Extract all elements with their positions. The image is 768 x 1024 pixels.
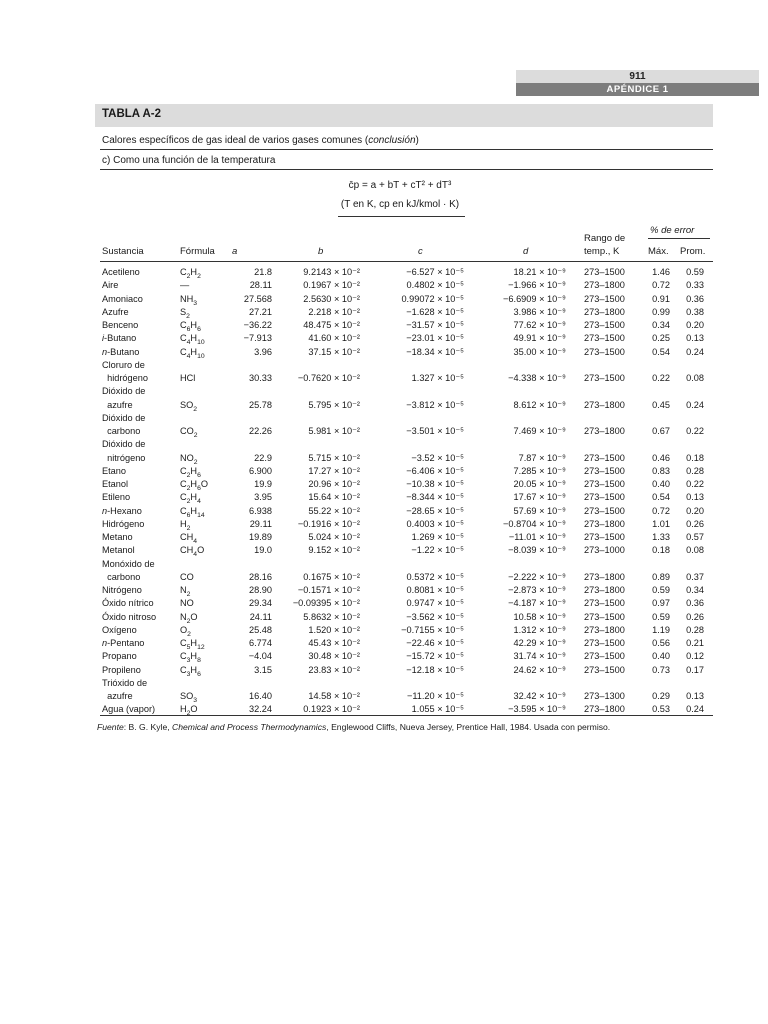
cell-rango: 273–1500	[584, 293, 625, 304]
cell-b: 9.2143 × 10⁻²	[303, 267, 360, 277]
cell-formula: $CH_4O$	[180, 545, 205, 559]
cell-c: −1.22 × 10⁻⁵	[411, 545, 464, 556]
cell-c: −12.18 × 10⁻⁵	[406, 664, 464, 675]
cell-rango: 273–1500	[584, 664, 625, 675]
cell-formula: $C_2H_6$	[180, 465, 201, 479]
cell-max: 0.56	[652, 638, 670, 648]
cell-a: 28.90	[249, 585, 272, 595]
cell-prom: 0.13	[686, 691, 704, 701]
cell-rango: 273–1800	[584, 280, 625, 291]
cell-c: 1.327 × 10⁻⁵	[411, 373, 464, 383]
cell-b: 55.22 × 10⁻²	[308, 505, 360, 516]
cell-a: −4.04	[248, 651, 272, 662]
cell-prom: 0.22	[686, 479, 704, 489]
cell-prom: 0.08	[686, 545, 704, 556]
cell-a: 22.9	[254, 452, 272, 463]
cell-c: −31.57 × 10⁻⁵	[406, 320, 464, 330]
cell-sustancia: Trióxido de	[102, 677, 148, 688]
cell-max: 0.72	[652, 280, 670, 291]
cell-a: 6.938	[249, 505, 272, 516]
cell-formula: $C_2H_6O$	[180, 479, 208, 492]
cell-max: 1.46	[652, 267, 670, 277]
cell-prom: 0.13	[686, 492, 704, 503]
cell-b: 37.15 × 10⁻²	[308, 346, 360, 357]
cell-formula: $C_3H_8$	[180, 651, 201, 665]
caption-end: )	[415, 135, 419, 146]
cell-c: 0.4003 × 10⁻⁵	[406, 518, 464, 529]
cell-a: 28.11	[249, 280, 272, 291]
cell-max: 0.45	[652, 399, 670, 410]
cell-rango: 273–1500	[584, 346, 625, 357]
cell-b: −0.7620 × 10⁻²	[297, 373, 360, 383]
cell-rango: 273–1500	[584, 492, 625, 503]
equation: c̄p = a + bT + cT² + dT³	[348, 180, 452, 191]
cell-sustancia: Monóxido de	[102, 558, 155, 569]
cell-formula: $C_4H_{10}$	[180, 346, 205, 360]
cell-a: 19.89	[249, 532, 272, 542]
cell-rango: 273–1500	[584, 611, 625, 622]
header-rango-2: temp., K	[584, 246, 620, 257]
cell-d: −2.222 × 10⁻⁹	[508, 571, 566, 582]
cell-rango: 273–1500	[584, 505, 625, 516]
cell-b: 0.1967 × 10⁻²	[303, 280, 360, 291]
cell-prom: 0.18	[686, 452, 704, 463]
footnote-text-before: : B. G. Kyle,	[123, 722, 173, 732]
cell-c: −6.406 × 10⁻⁵	[406, 465, 464, 476]
cell-prom: 0.17	[686, 664, 704, 675]
cell-max: 0.40	[652, 479, 670, 489]
cell-formula: —	[180, 280, 190, 291]
cell-a: 19.9	[254, 479, 272, 489]
cell-formula: $C_4H_{10}$	[180, 333, 205, 347]
cell-rango: 273–1300	[584, 691, 625, 701]
cell-d: 17.67 × 10⁻⁹	[513, 492, 566, 503]
cell-sustancia: Etanol	[102, 479, 129, 489]
cell-b: 45.43 × 10⁻²	[308, 638, 360, 648]
cell-rango: 273–1800	[584, 704, 625, 715]
cell-d: −0.8704 × 10⁻⁹	[503, 518, 566, 529]
cell-b: 5.715 × 10⁻²	[308, 452, 360, 463]
cell-formula: $O_2$	[180, 624, 191, 638]
header-b: b	[318, 246, 324, 257]
cell-d: −4.187 × 10⁻⁹	[508, 598, 566, 609]
cell-max: 0.40	[652, 651, 670, 662]
cell-c: −3.501 × 10⁻⁵	[406, 426, 464, 436]
cell-sustancia: Propano	[102, 651, 137, 662]
cell-sustancia: Agua (vapor)	[102, 704, 156, 715]
header-error: % de error	[650, 225, 695, 236]
cell-a: 29.34	[249, 598, 272, 609]
cell-sustancia: Óxido nitroso	[102, 611, 157, 622]
cell-b: 2.218 × 10⁻²	[308, 306, 360, 317]
cell-prom: 0.12	[686, 651, 704, 662]
cell-b: 5.981 × 10⁻²	[308, 426, 360, 436]
cell-max: 0.18	[652, 545, 670, 556]
cell-b: 30.48 × 10⁻²	[308, 651, 360, 662]
cell-c: −10.38 × 10⁻⁵	[406, 479, 464, 489]
cell-c: −23.01 × 10⁻⁵	[406, 333, 464, 344]
footnote-book: Chemical and Process Thermodynamics	[172, 722, 327, 732]
cell-c: −28.65 × 10⁻⁵	[406, 505, 464, 516]
cell-d: 49.91 × 10⁻⁹	[513, 333, 566, 344]
cell-max: 0.46	[652, 452, 670, 463]
cell-max: 0.59	[652, 585, 670, 595]
cell-rango: 273–1000	[584, 545, 625, 556]
cell-sustancia: Azufre	[102, 306, 129, 317]
cell-b: 48.475 × 10⁻²	[303, 320, 360, 330]
cell-c: −3.562 × 10⁻⁵	[406, 611, 464, 622]
cell-max: 0.34	[652, 320, 670, 330]
cell-d: 42.29 × 10⁻⁹	[513, 638, 566, 648]
cell-a: 27.21	[249, 306, 272, 317]
cell-sustancia: n-Pentano	[102, 638, 145, 648]
cell-max: 0.29	[652, 691, 670, 701]
cell-formula: NO	[180, 598, 194, 609]
cell-b: 17.27 × 10⁻²	[308, 465, 360, 476]
cell-prom: 0.34	[686, 585, 704, 595]
cell-b: 14.58 × 10⁻²	[308, 691, 360, 701]
cell-sustancia: Etano	[102, 465, 127, 476]
cell-d: −8.039 × 10⁻⁹	[508, 545, 566, 556]
cell-max: 1.19	[652, 624, 670, 635]
appendix-label: APÉNDICE 1	[516, 83, 759, 96]
cell-rango: 273–1500	[584, 651, 625, 662]
header-max: Máx.	[648, 246, 669, 257]
cell-d: 3.986 × 10⁻⁹	[513, 306, 566, 317]
cell-max: 0.83	[652, 465, 670, 476]
cell-prom: 0.36	[686, 598, 704, 609]
cell-prom: 0.37	[686, 571, 704, 582]
cell-rango: 273–1500	[584, 638, 625, 648]
cell-a: 6.900	[249, 465, 272, 476]
cell-b: 20.96 × 10⁻²	[308, 479, 360, 489]
cell-b: 5.024 × 10⁻²	[308, 532, 360, 542]
cell-c: −11.20 × 10⁻⁵	[406, 691, 464, 701]
cell-d: −3.595 × 10⁻⁹	[508, 704, 566, 715]
cell-prom: 0.28	[686, 465, 704, 476]
cell-max: 0.89	[652, 571, 670, 582]
cell-max: 0.59	[652, 611, 670, 622]
cell-d: 31.74 × 10⁻⁹	[513, 651, 566, 662]
cell-formula: $H_2O$	[180, 704, 198, 718]
cell-a: 6.774	[249, 638, 272, 648]
cell-a: 3.95	[254, 492, 272, 503]
header-sustancia: Sustancia	[102, 246, 144, 257]
cell-formula: $C_2H_4$	[180, 492, 201, 506]
cell-max: 1.01	[652, 518, 670, 529]
cell-sustancia: Amoniaco	[102, 293, 143, 304]
cell-sustancia: Óxido nítrico	[102, 598, 154, 609]
cell-d: −4.338 × 10⁻⁹	[508, 373, 566, 383]
cell-max: 0.54	[652, 492, 670, 503]
cell-d: 1.312 × 10⁻⁹	[513, 624, 566, 635]
cell-sustancia: Aire	[102, 280, 119, 291]
cell-formula: $SO_3$	[180, 691, 198, 704]
cell-a: 16.40	[249, 691, 272, 701]
cell-b: 15.64 × 10⁻²	[308, 492, 360, 503]
cell-sustancia: carbono	[102, 571, 141, 582]
cell-sustancia: Benceno	[102, 320, 139, 330]
cell-c: −3.52 × 10⁻⁵	[411, 452, 464, 463]
cell-prom: 0.20	[686, 505, 704, 516]
cell-b: 23.83 × 10⁻²	[308, 664, 360, 675]
cell-a: 29.11	[249, 518, 272, 529]
cell-prom: 0.24	[686, 704, 704, 715]
cell-c: −0.7155 × 10⁻⁵	[401, 624, 464, 635]
cell-c: −8.344 × 10⁻⁵	[406, 492, 464, 503]
cell-rango: 273–1500	[584, 373, 625, 383]
page-number: 911	[516, 70, 759, 83]
cell-formula: $S_2$	[180, 306, 190, 320]
cell-formula: $C_3H_6$	[180, 664, 201, 678]
cell-rango: 273–1500	[584, 532, 625, 542]
cell-formula: $C_6H_6$	[180, 320, 201, 333]
cell-c: 0.5372 × 10⁻⁵	[406, 571, 464, 582]
cell-d: 20.05 × 10⁻⁹	[513, 479, 566, 489]
cell-prom: 0.22	[686, 426, 704, 436]
cell-prom: 0.57	[686, 532, 704, 542]
cell-formula: $C_5H_{12}$	[180, 638, 205, 651]
rule-bottom	[100, 715, 713, 716]
cell-prom: 0.36	[686, 293, 704, 304]
cell-d: 35.00 × 10⁻⁹	[513, 346, 566, 357]
cell-sustancia: Dióxido de	[102, 412, 146, 423]
cell-rango: 273–1800	[584, 306, 625, 317]
cell-sustancia: Oxígeno	[102, 624, 137, 635]
cell-c: 0.8081 × 10⁻⁵	[406, 585, 464, 595]
cell-d: −11.01 × 10⁻⁹	[508, 532, 566, 542]
cell-prom: 0.33	[686, 280, 704, 291]
cell-prom: 0.28	[686, 624, 704, 635]
cell-c: −3.812 × 10⁻⁵	[406, 399, 464, 410]
header-d: d	[523, 246, 529, 257]
cell-b: 41.60 × 10⁻²	[308, 333, 360, 344]
cell-a: 27.568	[243, 293, 272, 304]
cell-a: 19.0	[254, 545, 272, 556]
cell-formula: $CH_4$	[180, 532, 198, 545]
cell-a: −36.22	[243, 320, 272, 330]
cell-rango: 273–1500	[584, 333, 625, 344]
cell-sustancia: Cloruro de	[102, 359, 145, 370]
cell-sustancia: Dióxido de	[102, 439, 146, 450]
cell-prom: 0.38	[686, 306, 704, 317]
cell-formula: $SO_2$	[180, 399, 198, 413]
cell-formula: $N_2O$	[180, 611, 198, 625]
cell-prom: 0.24	[686, 399, 704, 410]
header-prom: Prom.	[680, 246, 706, 257]
cell-rango: 273–1500	[584, 452, 625, 463]
cell-d: 77.62 × 10⁻⁹	[513, 320, 566, 330]
cell-b: 5.8632 × 10⁻²	[303, 611, 360, 622]
cell-max: 0.25	[652, 333, 670, 344]
cell-rango: 273–1800	[584, 518, 625, 529]
caption-text: Calores específicos de gas ideal de varios gases comunes (	[102, 135, 369, 146]
cell-sustancia: Etileno	[102, 492, 131, 503]
cell-formula: CO	[180, 571, 194, 582]
cell-b: −0.1571 × 10⁻²	[297, 585, 360, 595]
footnote-label: Fuente	[97, 722, 124, 732]
cell-sustancia: Acetileno	[102, 267, 140, 277]
cell-a: 24.11	[249, 611, 272, 622]
cell-a: 3.96	[254, 346, 272, 357]
cell-rango: 273–1800	[584, 585, 625, 595]
cell-rango: 273–1800	[584, 571, 625, 582]
cell-formula: $H_2$	[180, 518, 191, 532]
cell-d: 7.469 × 10⁻⁹	[513, 426, 566, 436]
cell-d: −6.6909 × 10⁻⁹	[503, 293, 566, 304]
cell-d: 57.69 × 10⁻⁹	[513, 505, 566, 516]
cell-a: 25.78	[249, 399, 272, 410]
header-formula: Fórmula	[180, 246, 215, 257]
cell-sustancia: n-Butano	[102, 346, 140, 357]
cell-a: 3.15	[254, 664, 272, 675]
cell-b: 2.5630 × 10⁻²	[303, 293, 360, 304]
cell-d: −1.966 × 10⁻⁹	[508, 280, 566, 291]
cell-c: −1.628 × 10⁻⁵	[406, 306, 464, 317]
cell-d: 18.21 × 10⁻⁹	[513, 267, 566, 277]
cell-rango: 273–1500	[584, 465, 625, 476]
cell-prom: 0.26	[686, 611, 704, 622]
cell-b: 0.1675 × 10⁻²	[303, 571, 360, 582]
cell-max: 0.73	[652, 664, 670, 675]
cell-formula: $C_6H_{14}$	[180, 505, 205, 519]
cell-d: 7.285 × 10⁻⁹	[513, 465, 566, 476]
cell-max: 0.91	[652, 293, 670, 304]
cell-formula: $NH_3$	[180, 293, 198, 307]
cell-sustancia: Dióxido de	[102, 386, 146, 397]
footnote-text-after: , Englewood Cliffs, Nueva Jersey, Prentice Hall, 1984. Usada con permiso.	[326, 722, 611, 732]
cell-max: 1.33	[652, 532, 670, 542]
cell-a: 21.8	[254, 267, 272, 277]
cell-sustancia: Propileno	[102, 664, 141, 675]
cell-rango: 273–1500	[584, 479, 625, 489]
cell-prom: 0.59	[686, 267, 704, 277]
cell-c: −22.46 × 10⁻⁵	[406, 638, 464, 648]
cell-sustancia: azufre	[102, 399, 133, 410]
cell-d: 24.62 × 10⁻⁹	[513, 664, 566, 675]
cell-c: 0.99072 × 10⁻⁵	[401, 293, 464, 304]
cell-rango: 273–1800	[584, 399, 625, 410]
cell-b: 5.795 × 10⁻²	[308, 399, 360, 410]
cell-c: 0.4802 × 10⁻⁵	[406, 280, 464, 291]
cell-d: 7.87 × 10⁻⁹	[518, 452, 566, 463]
cell-prom: 0.24	[686, 346, 704, 357]
cell-sustancia: Nitrógeno	[102, 585, 142, 595]
cell-b: −0.1916 × 10⁻²	[297, 518, 360, 529]
cell-a: 30.33	[249, 373, 272, 383]
units-note: (T en K, cp en kJ/kmol · K)	[340, 199, 460, 210]
cell-b: −0.09395 × 10⁻²	[292, 598, 360, 609]
cell-sustancia: carbono	[102, 426, 141, 436]
cell-c: −15.72 × 10⁻⁵	[406, 651, 464, 662]
cell-sustancia: hidrógeno	[102, 373, 148, 383]
cell-sustancia: azufre	[102, 691, 133, 701]
header-rango-1: Rango de	[584, 233, 626, 244]
cell-prom: 0.26	[686, 518, 704, 529]
cell-a: 22.26	[249, 426, 272, 436]
cell-max: 0.72	[652, 505, 670, 516]
cell-d: 8.612 × 10⁻⁹	[513, 399, 566, 410]
cell-c: −6.527 × 10⁻⁵	[406, 267, 464, 277]
cell-sustancia: nitrógeno	[102, 452, 146, 463]
cell-sustancia: Hidrógeno	[102, 518, 145, 529]
cell-sustancia: Metanol	[102, 545, 135, 556]
cell-max: 0.54	[652, 346, 670, 357]
cell-rango: 273–1800	[584, 624, 625, 635]
cell-d: 32.42 × 10⁻⁹	[513, 691, 566, 701]
cell-c: 1.055 × 10⁻⁵	[411, 704, 464, 715]
cell-formula: HCl	[180, 373, 196, 383]
cell-prom: 0.13	[686, 333, 704, 344]
cell-rango: 273–1800	[584, 426, 625, 436]
cell-prom: 0.20	[686, 320, 704, 330]
cell-formula: $NO_2$	[180, 452, 198, 466]
cell-rango: 273–1500	[584, 320, 625, 330]
cell-formula: $N_2$	[180, 585, 191, 598]
cell-max: 0.53	[652, 704, 670, 715]
cell-a: 25.48	[249, 624, 272, 635]
cell-b: 1.520 × 10⁻²	[308, 624, 360, 635]
footnote	[97, 722, 717, 732]
cell-max: 0.67	[652, 426, 670, 436]
header-a: a	[232, 246, 238, 257]
cell-a: 28.16	[249, 571, 272, 582]
cell-prom: 0.08	[686, 373, 704, 383]
header-c: c	[418, 246, 423, 257]
cell-b: 9.152 × 10⁻²	[308, 545, 360, 556]
cell-a: 32.24	[249, 704, 272, 715]
table-subtitle: c) Como una función de la temperatura	[102, 155, 276, 166]
cell-max: 0.22	[652, 373, 670, 383]
table-title: TABLA A-2	[102, 108, 161, 120]
cell-sustancia: i-Butano	[102, 333, 137, 344]
cell-max: 0.99	[652, 306, 670, 317]
caption-italic: conclusión	[368, 135, 416, 146]
cell-a: −7.913	[243, 333, 272, 344]
cell-c: 0.9747 × 10⁻⁵	[406, 598, 464, 609]
cell-d: 10.58 × 10⁻⁹	[513, 611, 566, 622]
cell-sustancia: Metano	[102, 532, 133, 542]
cell-b: 0.1923 × 10⁻²	[303, 704, 360, 715]
cell-d: −2.873 × 10⁻⁹	[508, 585, 566, 595]
cell-max: 0.97	[652, 598, 670, 609]
cell-rango: 273–1500	[584, 598, 625, 609]
cell-prom: 0.21	[686, 638, 704, 648]
cell-sustancia: n-Hexano	[102, 505, 142, 516]
cell-formula: $C_2H_2$	[180, 267, 201, 280]
cell-formula: $CO_2$	[180, 426, 198, 439]
cell-c: −18.34 × 10⁻⁵	[406, 346, 464, 357]
cell-rango: 273–1500	[584, 267, 625, 277]
cell-c: 1.269 × 10⁻⁵	[411, 532, 464, 542]
